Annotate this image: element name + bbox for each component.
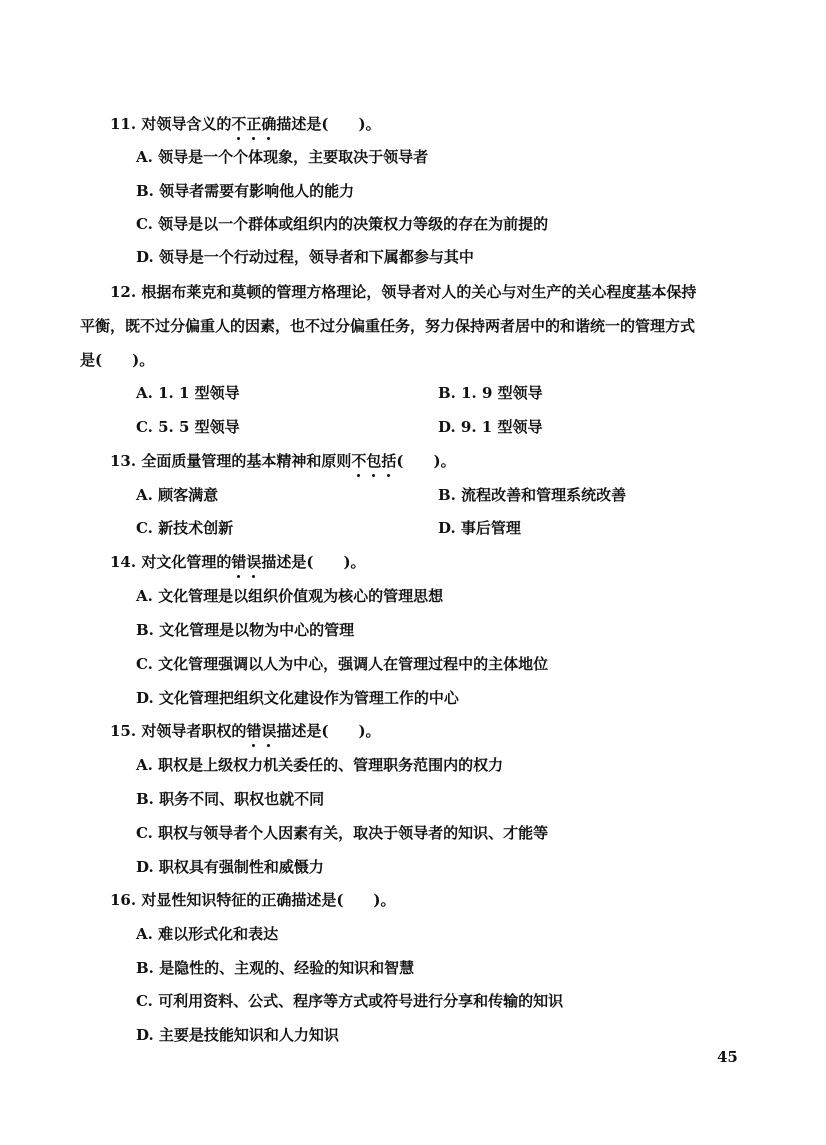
emphasis-char: 误: [261, 722, 277, 740]
q14-option-b: B. 文化管理是以物为中心的管理: [136, 621, 355, 639]
q15-stem: 15. 对领导者职权的错误描述是( )。: [110, 722, 381, 740]
q12-option-c: C. 5. 5 型领导: [136, 418, 240, 436]
q16-option-a: A. 难以形式化和表达: [136, 925, 279, 943]
q16-stem: 16. 对显性知识特征的正确描述是( )。: [110, 891, 396, 909]
q15-option-a: A. 职权是上级权力机关委任的、管理职务范围内的权力: [136, 756, 504, 774]
q13-option-a: A. 顾客满意: [136, 486, 219, 504]
q15-option-d: D. 职权具有强制性和威慑力: [136, 858, 324, 876]
q14-option-c: C. 文化管理强调以人为中心，强调人在管理过程中的主体地位: [136, 655, 549, 673]
q13-option-c: C. 新技术创新: [136, 519, 234, 537]
q12-option-a: A. 1. 1 型领导: [136, 384, 240, 402]
q13-option-b: B. 流程改善和管理系统改善: [438, 486, 627, 504]
q14-option-a: A. 文化管理是以组织价值观为核心的管理思想: [136, 587, 444, 605]
q12-option-d: D. 9. 1 型领导: [438, 418, 543, 436]
q14-stem: 14. 对文化管理的错误描述是( )。: [110, 553, 366, 571]
q11-option-c: C. 领导是以一个群体或组织内的决策权力等级的存在为前提的: [136, 215, 549, 233]
emphasis-char: 确: [261, 115, 277, 133]
q12-stem-line1: 12. 根据布莱克和莫顿的管理方格理论，领导者对人的关心与对生产的关心程度基本保持: [110, 283, 697, 301]
q12-stem-line2: 平衡，既不过分偏重人的因素，也不过分偏重任务，努力保持两者居中的和谐统一的管理方式: [80, 317, 696, 335]
q13-option-d: D. 事后管理: [438, 519, 521, 537]
emphasis-char: 误: [246, 553, 262, 571]
q11-stem: 11. 对领导含义的不正确描述是( )。: [110, 115, 381, 133]
q14-option-d: D. 文化管理把组织文化建设作为管理工作的中心: [136, 689, 459, 707]
emphasis-char: 正: [246, 115, 262, 133]
emphasis-char: 不: [351, 452, 367, 470]
q16-option-c: C. 可利用资料、公式、程序等方式或符号进行分享和传输的知识: [136, 992, 564, 1010]
emphasis-char: 括: [381, 452, 397, 470]
emphasis-char: 错: [246, 722, 262, 740]
q16-option-d: D. 主要是技能知识和人力知识: [136, 1026, 339, 1044]
q15-option-b: B. 职务不同、职权也就不同: [136, 790, 325, 808]
q12-option-b: B. 1. 9 型领导: [438, 384, 543, 402]
q12-stem-line3: 是( )。: [80, 351, 155, 369]
q11-option-a: A. 领导是一个个体现象，主要取决于领导者: [136, 148, 429, 166]
emphasis-char: 包: [366, 452, 382, 470]
emphasis-char: 不: [231, 115, 247, 133]
page-number: 45: [717, 1048, 738, 1066]
q11-option-d: D. 领导是一个行动过程，领导者和下属都参与其中: [136, 248, 474, 266]
q16-option-b: B. 是隐性的、主观的、经验的知识和智慧: [136, 959, 415, 977]
q13-stem: 13. 全面质量管理的基本精神和原则不包括( )。: [110, 452, 456, 470]
q11-option-b: B. 领导者需要有影响他人的能力: [136, 182, 355, 200]
emphasis-char: 错: [231, 553, 247, 571]
q15-option-c: C. 职权与领导者个人因素有关，取决于领导者的知识、才能等: [136, 824, 549, 842]
